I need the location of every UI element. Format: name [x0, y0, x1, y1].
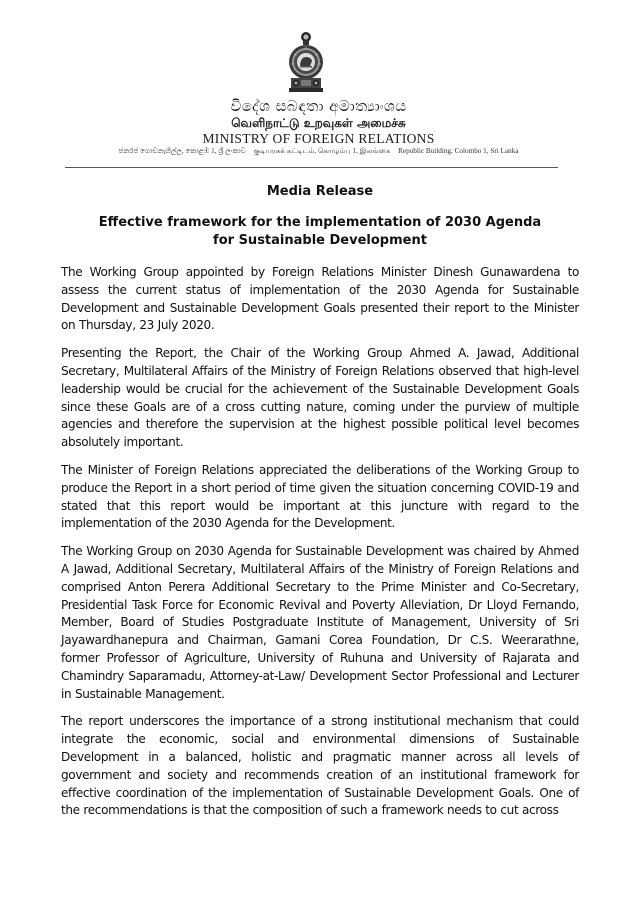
paragraph-working-group-members: The Working Group on 2030 Agenda for Sustainable Development was chaired by Ahmed A Jawad, Additional Secretary, Multilateral Affairs of the Ministry of Foreign Relations and comprised Anton Perera Additional Secretary to the Prime Minister and Co-Secretary, Presidential Task Force for Economic Revival and Poverty Alleviation, Dr Lloyd Fernando, Member, Board of Studies Postgraduate Institute of Management, University of Sri Jayawardhanepura and Chairman, Gamani Corea Foundation, Dr C.S. Weerarathne, former Professor of Agriculture, University of Ruhuna and University of Rajarata and Chamindry Saparamadu, Attorney-at-Law/ Development Sector Professional and Lecturer in Sustainable Management. [61, 544, 579, 701]
headline-line: for Sustainable Development [213, 233, 427, 248]
ministry-name-sinhala: විදේශ සබඳතා අමාත්‍යාංශය [230, 97, 407, 115]
ministry-name-tamil: வெளிநாட்டு உறவுகள் அமைச்சு [231, 116, 406, 130]
media-release-body [61, 183, 579, 830]
paragraph-report-recommendations: The report underscores the importance of a strong institutional mechanism that could integrate the economic, social and environmental dimensions of Sustainable Development in a balanced, holistic and pragmatic manner across all levels of government and society and recommends creation of an institutional framework for effective coordination of the implementation of Sustainable Development Goals. One of the recommendations is that the composition of such a framework needs to cut across [61, 714, 579, 818]
address-sinhala: ජනරජ ගොඩනැගිල්ල, කොළඹ 1, ශ්‍රී ලංකාව [118, 147, 246, 155]
headline-line: Effective framework for the implementation of 2030 Agenda [98, 215, 542, 230]
national-emblem-icon [286, 30, 326, 94]
paragraph-minister-appreciation: The Minister of Foreign Relations appreciated the deliberations of the Working Group to produce the Report in a short period of time given the situation concerning COVID-19 and stated that this report would be important at this juncture with regard to the implementation of the 2030 Agenda for the Development. [61, 462, 579, 531]
document-type-label: Media Release [266, 184, 374, 199]
ministry-name-english: MINISTRY OF FOREIGN RELATIONS [202, 131, 435, 146]
address-tamil: குடியரசுக் கட்டிடம், கொழும்பு 1, இலங்கை [253, 147, 391, 155]
address-english: Republic Building, Colombo 1, Sri Lanka [398, 147, 519, 155]
ministry-address [0, 147, 637, 156]
paragraph-report-presented: The Working Group appointed by Foreign Relations Minister Dinesh Gunawardena to assess the current status of implementation of the 2030 Agenda for Sustainable Development and Sustainable Development Goals presented their report to the Minister on Thursday, 23 July 2020. [61, 265, 579, 333]
paragraph-chair-remarks: Presenting the Report, the Chair of the Working Group Ahmed A. Jawad, Additional Secretary, Multilateral Affairs of the Ministry of Foreign Relations observed that high-level leadership would be crucial for the achievement of the Sustainable Development Goals since these Goals are of a cross cutting nature, coming under the purview of multiple agencies and therefore the supervision at the highest possible political level becomes absolutely important. [61, 346, 579, 450]
release-headline [61, 214, 579, 250]
letterhead-divider [65, 167, 558, 168]
